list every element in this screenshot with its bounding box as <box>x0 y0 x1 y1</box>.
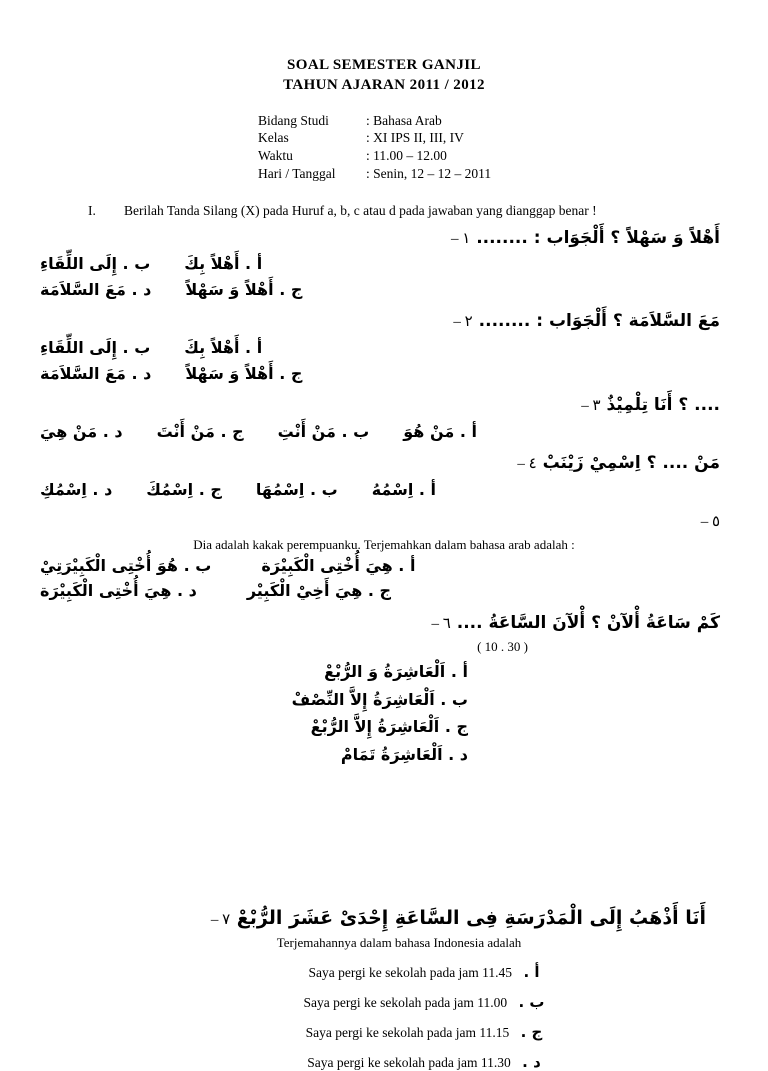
question-number: ٧ – <box>210 912 231 929</box>
option-row <box>40 419 668 445</box>
option-d[interactable] <box>40 1053 728 1071</box>
meta-value-subject: : Bahasa Arab <box>366 112 442 128</box>
question-item <box>40 509 728 604</box>
option-group <box>40 251 728 302</box>
option-group <box>40 477 728 503</box>
meta-label-class: Kelas <box>258 130 289 146</box>
question-latin-note: Dia adalah kakak perempuanku. Terjemahkan dalam bahasa arab adalah : <box>193 536 575 552</box>
option-b[interactable]: ب . إِلَى اللِّقَاءِ <box>40 337 151 357</box>
option-d[interactable]: د . مَنْ هِيَ <box>40 421 123 441</box>
option-b[interactable] <box>40 993 728 1011</box>
option-row <box>40 477 668 503</box>
question-item <box>40 309 728 386</box>
question-stem <box>40 611 728 637</box>
option-row <box>40 578 668 604</box>
meta-row <box>258 112 728 130</box>
option-row <box>40 335 668 361</box>
option-b[interactable]: ب . اَلْعَاشِرَةُ إِلاَّ النِّصْفْ <box>291 689 468 709</box>
option-letter: ب . <box>518 993 545 1012</box>
instruction-line <box>40 203 728 219</box>
question-stem-text: أَنَا أَذْهَبُ إِلَى الْمَدْرَسَةِ فِى السَّاعَةِ إِحْدَىْ عَشَرَ الرُّبْعْ <box>236 907 706 930</box>
meta-label-date: Hari / Tanggal <box>258 165 336 181</box>
option-a[interactable]: أ . أَهْلاً بِكَ <box>184 254 263 274</box>
question-list <box>40 226 728 768</box>
option-stack <box>40 659 668 767</box>
option-group <box>40 659 728 767</box>
instruction-numeral: I. <box>88 202 96 218</box>
question-stem-text: أَهْلاً وَ سَهْلاً ؟ أَلْجَوَاب : ........ <box>476 227 720 248</box>
question-item <box>40 451 728 502</box>
option-c[interactable]: ج . اَلْعَاشِرَةُ إِلاَّ الرُّبْعْ <box>310 717 468 737</box>
meta-value-date: : Senin, 12 – 12 – 2011 <box>366 165 492 181</box>
option-letter: د . <box>522 1053 541 1071</box>
option-d[interactable]: د . مَعَ السَّلاَمَة <box>40 363 152 383</box>
option-letter: ج . <box>520 1023 543 1042</box>
question-stem <box>40 393 728 419</box>
title-line-2: TAHUN AJARAN 2011 / 2012 <box>283 77 485 94</box>
option-a[interactable]: أ . أَهْلاً بِكَ <box>184 337 263 357</box>
question-stem <box>40 451 728 477</box>
question-stem <box>40 309 728 335</box>
question-stem-text: مَعَ السَّلاَمَة ؟ أَلْجَوَاب : ........ <box>478 311 720 332</box>
option-row <box>40 361 668 387</box>
question-number: ١ – <box>450 230 471 247</box>
question-subtitle: Terjemahannya dalam bahasa Indonesia adalah <box>276 935 522 951</box>
exam-meta-block <box>40 112 728 183</box>
question-stem <box>40 907 728 929</box>
meta-row <box>258 147 728 165</box>
option-text: Saya pergi ke sekolah pada jam 11.00 <box>303 995 508 1011</box>
question-number: ٣ – <box>581 398 601 415</box>
time-note: ( 10 . 30 ) <box>477 638 528 654</box>
question-paren-note <box>40 637 728 658</box>
option-row <box>40 553 668 579</box>
document-title <box>40 55 728 96</box>
option-group <box>40 553 728 604</box>
option-group <box>40 335 728 386</box>
question-stem-text: كَمْ سَاعَةُ أْلآنْ ؟ أْلآنَ السَّاعَةُ .... <box>456 613 720 633</box>
meta-value-time: : 11.00 – 12.00 <box>366 148 447 164</box>
question-stem <box>40 226 728 252</box>
option-d[interactable]: د . اَلْعَاشِرَةُ تَمَامْ <box>340 744 468 764</box>
question-item <box>40 393 728 444</box>
option-row <box>40 277 668 303</box>
option-a[interactable]: أ . اَلْعَاشِرَةُ وَ الرُّبْعْ <box>324 662 468 681</box>
question-item <box>40 226 728 303</box>
question-number: ٥ – <box>700 514 720 531</box>
option-c[interactable]: ج . اِسْمُكَ <box>146 479 222 499</box>
option-text: Saya pergi ke sekolah pada jam 11.30 <box>307 1055 511 1071</box>
option-letter: أ . <box>523 963 540 982</box>
title-line-1: SOAL SEMESTER GANJIL <box>287 57 481 73</box>
option-a[interactable]: أ . مَنْ هُوَ <box>403 421 477 441</box>
meta-label-time: Waktu <box>258 148 293 164</box>
option-b[interactable]: ب . هُوَ أُخْتِى الْكَبِيْرَتِيْ <box>40 555 212 575</box>
option-d[interactable]: د . هِيَ أُخْتِى الْكَبِيْرَة <box>40 581 197 601</box>
instruction-text: Berilah Tanda Silang (X) pada Huruf a, b, c atau d pada jawaban yang dianggap benar ! <box>124 202 597 218</box>
question-stem-text: .... ؟ أَنَا تِلْمِيْذٌ <box>606 395 720 416</box>
option-c[interactable]: ج . مَنْ أَنْتَ <box>156 421 244 441</box>
option-text: Saya pergi ke sekolah pada jam 11.15 <box>305 1025 510 1041</box>
option-b[interactable]: ب . اِسْمُهَا <box>255 479 338 499</box>
question-number: ٦ – <box>431 616 451 632</box>
meta-label-subject: Bidang Studi <box>258 112 329 128</box>
meta-row <box>258 129 728 147</box>
option-group <box>40 419 728 445</box>
question-number: ٢ – <box>453 314 473 331</box>
option-a[interactable] <box>40 963 728 981</box>
option-c[interactable]: ج . أَهْلاً وَ سَهْلاً <box>185 279 303 299</box>
meta-value-class: : XI IPS II, III, IV <box>366 130 464 146</box>
question-stem <box>40 509 728 535</box>
option-c[interactable]: ج . هِيَ أَخِيْ الْكَبِيْر <box>246 581 392 601</box>
question-number: ٤ – <box>517 456 537 473</box>
question-stem-text: مَنْ .... ؟ اِسْمِيْ زَيْنَبْ <box>542 453 720 474</box>
option-a[interactable]: أ . اِسْمُهُ <box>371 479 437 499</box>
option-text: Saya pergi ke sekolah pada jam 11.45 <box>308 965 513 981</box>
option-row <box>40 251 668 277</box>
option-b[interactable]: ب . مَنْ أَنْتِ <box>277 421 370 441</box>
option-c[interactable]: ج . أَهْلاً وَ سَهْلاً <box>185 363 303 383</box>
question-item-7 <box>40 907 728 1071</box>
option-a[interactable]: أ . هِيَ أُخْتِى الْكَبِيْرَة <box>261 555 416 575</box>
option-c[interactable] <box>40 1023 728 1041</box>
option-b[interactable]: ب . إِلَى اللِّقَاءِ <box>40 254 151 274</box>
meta-row <box>258 165 728 183</box>
option-d[interactable]: د . مَعَ السَّلاَمَة <box>40 279 152 299</box>
question-item <box>40 611 728 767</box>
option-d[interactable]: د . اِسْمُكِ <box>40 479 113 499</box>
